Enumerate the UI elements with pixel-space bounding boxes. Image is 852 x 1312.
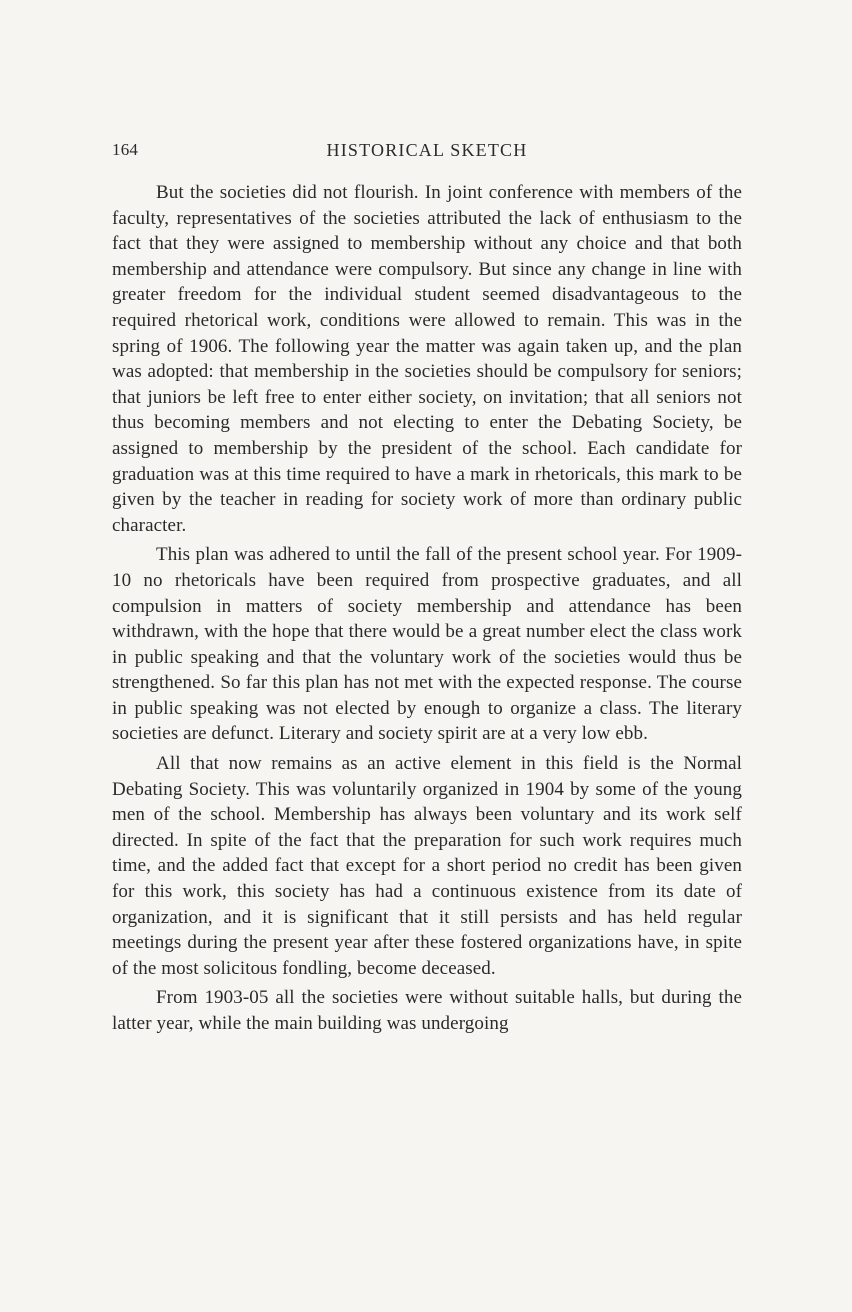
running-head-title: HISTORICAL SKETCH (326, 140, 528, 160)
body-text (112, 180, 742, 1041)
paragraph: All that now remains as an active element in this field is the Normal Debating Society. This was voluntarily organized in 1904 by some of the young men of the school. Membership has always been voluntary and its work self directed. In spite of the fact that the preparation for such work requires much time, and the added fact that except for a short period no credit has been given for this work, this society has had a continuous existence from its date of organization, and it is significant that it still persists and has held regular meetings during the present year after these fostered organizations have, in spite of the most solicitous fondling, become deceased. (112, 753, 742, 979)
running-head (112, 140, 742, 166)
paragraph: But the societies did not flourish. In joint conference with members of the faculty, representatives of the societies attributed the lack of enthusiasm to the fact that they were assigned to membership without any choice and that both membership and attendance were compulsory. But since any change in line with greater freedom for the individual student seemed disadvantageous to the required rhetorical work, conditions were allowed to remain. This was in the spring of 1906. The following year the matter was again taken up, and the plan was adopted: that membership in the societies should be compulsory for seniors; that juniors be left free to enter either society, on invitation; that all seniors not thus becoming members and not electing to enter the Debating Society, be assigned to membership by the president of the school. Each candidate for graduation was at this time required to have a mark in rhetoricals, this mark to be given by the teacher in reading for society work of more than ordinary public character. (112, 182, 742, 536)
paragraph: From 1903-05 all the societies were without suitable halls, but during the latter year, while the main building was undergoing (112, 987, 742, 1034)
paragraph: This plan was adhered to until the fall of the present school year. For 1909-10 no rhetoricals have been required from prospective graduates, and all compulsion in matters of society membership and attendance has been withdrawn, with the hope that there would be a great number elect the class work in public speaking and that the voluntary work of the societies would thus be strengthened. So far this plan has not met with the expected response. The course in public speaking was not elected by enough to organize a class. The literary societies are defunct. Literary and society spirit are at a very low ebb. (112, 544, 742, 745)
page-number: 164 (112, 140, 139, 159)
